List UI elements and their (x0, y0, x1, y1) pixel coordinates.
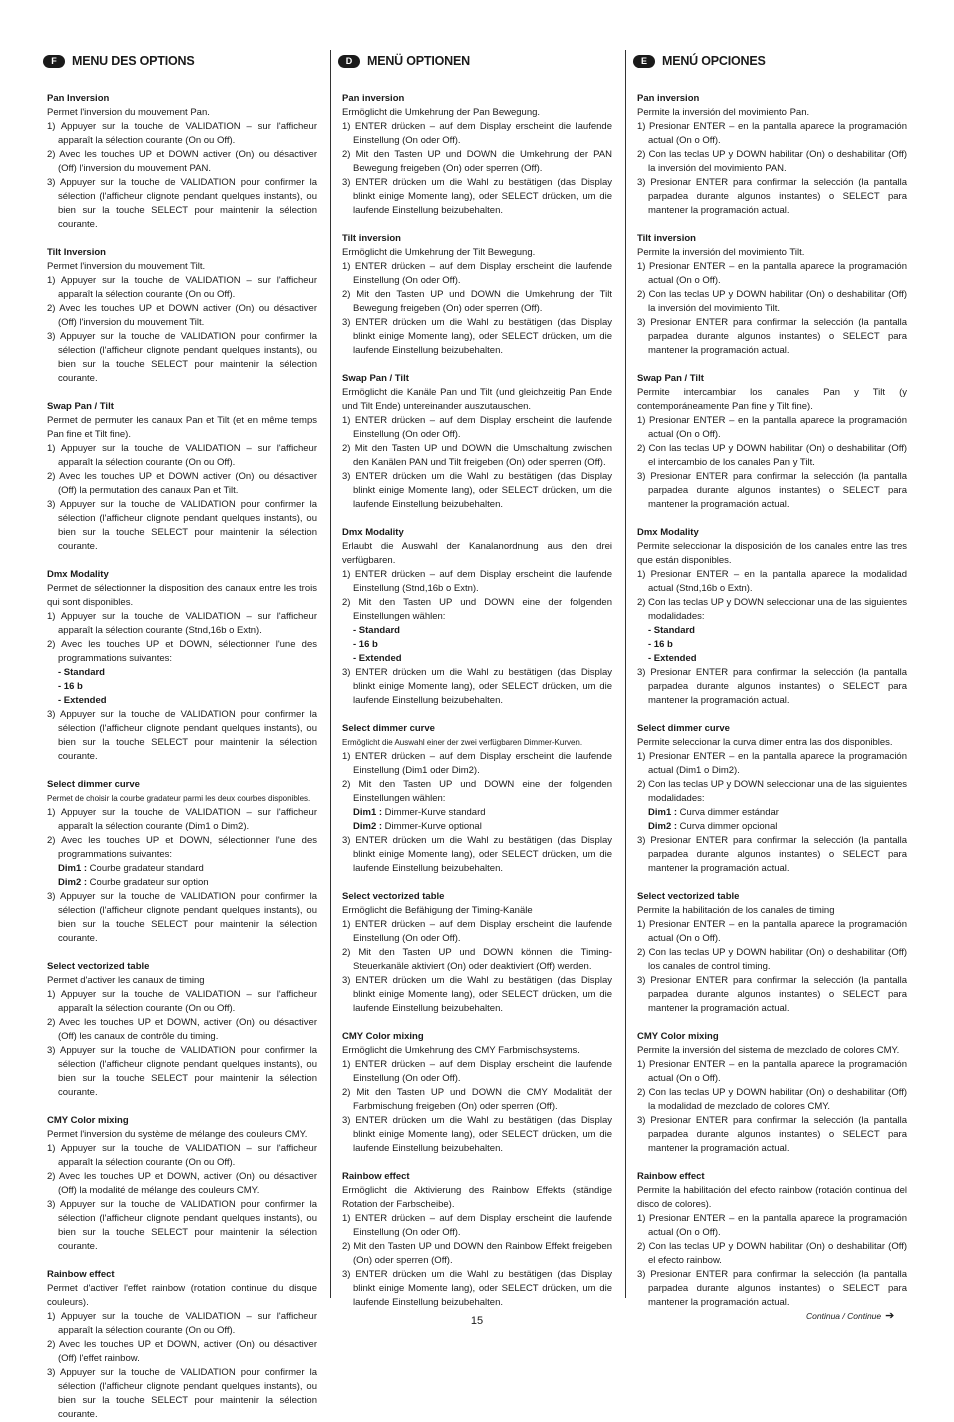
section-description: Permite la inversión del movimiento Tilt. (637, 247, 805, 258)
step-item: 1) Presionar ENTER – en la pantalla aparece la programación actual (On o Off). (637, 261, 907, 286)
step-item: 3) Presionar ENTER para confirmar la selección (la pantalla parpadea durante algunos instantes) o SELECT para mantener la programación actual. (637, 317, 907, 356)
option-item (637, 652, 907, 666)
option-key: - Standard (353, 625, 400, 636)
step-item: 1) ENTER drücken – auf dem Display erscheint die laufende Einstellung (On oder Off). (342, 1059, 612, 1084)
step-item: 2) Con las teclas UP y DOWN seleccionar una de las siguientes modalidades: (637, 779, 907, 804)
arrow-right-icon: ➔ (885, 1310, 895, 1322)
option-key: - Extended (58, 695, 107, 706)
language-badge: F (43, 55, 65, 68)
step-item: 3) Presionar ENTER para confirmar la selección (la pantalla parpadea durante algunos instantes) o SELECT para mantener la programación actual. (637, 835, 907, 874)
section-title: Tilt inversion (637, 233, 696, 244)
step-item: 2) Mit den Tasten UP und DOWN eine der folgenden Einstellungen wählen: (342, 597, 612, 622)
step-item: 2) Avec les touches UP et DOWN activer (On) ou désactiver (Off) l'inversion du mouvement Tilt. (47, 303, 317, 328)
step-item: 1) Appuyer sur la touche de VALIDATION – sur l'afficheur apparaît la sélection courante (On ou Off). (47, 1311, 317, 1336)
section-title: Pan inversion (637, 93, 700, 104)
option-item (342, 652, 612, 666)
option-section (637, 372, 907, 512)
section-title: Swap Pan / Tilt (637, 373, 704, 384)
section-description: Permite la habilitación del efecto rainbow (rotación continua del disco de colores). (637, 1185, 907, 1210)
option-section (47, 400, 317, 554)
step-item: 2) Mit den Tasten UP und DOWN können die Timing-Steuerkanäle aktiviert (On) oder deaktiviert (Off) werden. (342, 947, 612, 972)
step-item: 3) Presionar ENTER para confirmar la selección (la pantalla parpadea durante algunos instantes) o SELECT para mantener la programación actual. (637, 471, 907, 510)
section-title: CMY Color mixing (637, 1031, 719, 1042)
column-title: MENÜ OPTIONEN (367, 54, 470, 68)
section-description: Permet de choisir la courbe gradateur parmi les deux courbes disponibles. (47, 794, 311, 803)
section-description: Permite la inversión del movimiento Pan. (637, 107, 810, 118)
section-description: Ermöglicht die Befähigung der Timing-Kanäle (342, 905, 533, 916)
step-item: 3) ENTER drücken um die Wahl zu bestätigen (das Display blinkt einige Momente lang), oder SELECT drücken, um die laufende Einstellung beizubehalten. (342, 177, 612, 216)
option-key: Dim2 : (58, 877, 88, 888)
step-item: 3) Appuyer sur la touche de VALIDATION pour confirmer la sélection (l'afficheur clignote pendant quelques instants), ou bien sur la touche SELECT pour maintenir la sélection courante. (47, 1199, 317, 1252)
step-item: 3) ENTER drücken um die Wahl zu bestätigen (das Display blinkt einige Momente lang), oder SELECT drücken, um die laufende Einstellung beizubehalten. (342, 835, 612, 874)
section-description: Permet l'inversion du mouvement Pan. (47, 107, 210, 118)
step-item: 3) ENTER drücken um die Wahl zu bestätigen (das Display blinkt einige Momente lang), oder SELECT drücken, um die laufende Einstellung beizubehalten. (342, 471, 612, 510)
step-item: 3) Appuyer sur la touche de VALIDATION pour confirmer la sélection (l'afficheur clignote pendant quelques instants), ou bien sur la touche SELECT pour maintenir la sélection courante. (47, 1045, 317, 1098)
section-title: Select vectorized table (47, 961, 150, 972)
step-item: 1) ENTER drücken – auf dem Display erscheint die laufende Einstellung (On oder Off). (342, 919, 612, 944)
section-description: Permet de sélectionner la disposition des canaux entre les trois qui sont disponibles. (47, 583, 317, 608)
option-section (47, 1268, 317, 1422)
option-key: - Extended (353, 653, 402, 664)
step-item: 1) Appuyer sur la touche de VALIDATION – sur l'afficheur apparaît la sélection courante (On ou Off). (47, 1143, 317, 1168)
option-key: Dim2 : (353, 821, 383, 832)
column-header (338, 50, 612, 72)
step-item: 1) Presionar ENTER – en la pantalla aparece la modalidad actual (Stnd,16b o Extn). (637, 569, 907, 594)
step-item: 3) Presionar ENTER para confirmar la selección (la pantalla parpadea durante algunos instantes) o SELECT para mantener la programación actual. (637, 1269, 907, 1308)
step-item: 2) Con las teclas UP y DOWN habilitar (On) o deshabilitar (Off) el efecto rainbow. (637, 1241, 907, 1266)
column-divider (625, 50, 626, 1298)
step-item: 2) Mit den Tasten UP und DOWN die Umschaltung zwischen den Kanälen PAN und Tilt freigeben (On) oder sperren (Off). (342, 443, 612, 468)
column-german (342, 50, 612, 1310)
option-item (637, 820, 907, 834)
step-item: 3) ENTER drücken um die Wahl zu bestätigen (das Display blinkt einige Momente lang), oder SELECT drücken, um die laufende Einstellung beizubehalten. (342, 975, 612, 1014)
section-title: Select dimmer curve (342, 723, 435, 734)
step-item: 3) Appuyer sur la touche de VALIDATION pour confirmer la sélection (l'afficheur clignote pendant quelques instants), ou bien sur la touche SELECT pour maintenir la sélection courante. (47, 331, 317, 384)
option-value: Courbe gradateur standard (87, 863, 204, 874)
section-description: Permite la habilitación de los canales de timing (637, 905, 835, 916)
option-section (47, 92, 317, 232)
option-item (47, 666, 317, 680)
step-item: 1) Appuyer sur la touche de VALIDATION – sur l'afficheur apparaît la sélection courante (On ou Off). (47, 443, 317, 468)
option-value: Dimmer-Kurve optional (382, 821, 482, 832)
option-key: Dim1 : (58, 863, 88, 874)
section-description: Permite seleccionar la curva dimer entra las dos disponibles. (637, 737, 893, 748)
continue-label: Continua / Continue (806, 1310, 882, 1321)
section-title: Rainbow effect (342, 1171, 410, 1182)
option-section (47, 778, 317, 946)
step-item: 2) Con las teclas UP y DOWN habilitar (On) o deshabilitar (Off) la modalidad de mezclado de colores CMY. (637, 1087, 907, 1112)
section-description: Ermöglicht die Umkehrung der Pan Bewegung. (342, 107, 541, 118)
step-item: 3) ENTER drücken um die Wahl zu bestätigen (das Display blinkt einige Momente lang), oder SELECT drücken, um die laufende Einstellung beizubehalten. (342, 667, 612, 706)
step-item: 1) ENTER drücken – auf dem Display erscheint die laufende Einstellung (On oder Off). (342, 121, 612, 146)
step-item: 2) Con las teclas UP y DOWN habilitar (On) o deshabilitar (Off) el intercambio de los canales Pan y Tilt. (637, 443, 907, 468)
step-item: 3) Appuyer sur la touche de VALIDATION pour confirmer la sélection (l'afficheur clignote pendant quelques instants), ou bien sur la touche SELECT pour maintenir la sélection courante. (47, 891, 317, 944)
option-item (47, 680, 317, 694)
section-description: Ermöglicht die Kanäle Pan und Tilt (und gleichzeitig Pan Ende und Tilt Ende) untereinander auszutauschen. (342, 387, 612, 412)
step-item: 2) Avec les touches UP et DOWN activer (On) ou désactiver (Off) la permutation des canaux Pan et Tilt. (47, 471, 317, 496)
step-item: 1) Appuyer sur la touche de VALIDATION – sur l'afficheur apparaît la sélection courante (On ou Off). (47, 275, 317, 300)
section-description: Erlaubt die Auswahl der Kanalanordnung aus den drei verfügbaren. (342, 541, 612, 566)
step-item: 1) Presionar ENTER – en la pantalla aparece la programación actual (On o Off). (637, 415, 907, 440)
section-description: Ermöglicht die Umkehrung der Tilt Bewegung. (342, 247, 536, 258)
step-item: 1) Appuyer sur la touche de VALIDATION – sur l'afficheur apparaît la sélection courante (Dim1 o Dim2). (47, 807, 317, 832)
option-item (637, 638, 907, 652)
section-description: Permite intercambiar los canales Pan y Tilt (y contemporáneamente Pan fine y Tilt fine). (637, 387, 907, 412)
step-item: 3) ENTER drücken um die Wahl zu bestätigen (das Display blinkt einige Momente lang), oder SELECT drücken, um die laufende Einstellung beizubehalten. (342, 1115, 612, 1154)
column-header (43, 50, 317, 72)
section-title: Swap Pan / Tilt (342, 373, 409, 384)
step-item: 2) Avec les touches UP et DOWN, activer (On) ou désactiver (Off) l'effet rainbow. (47, 1339, 317, 1364)
step-item: 3) Appuyer sur la touche de VALIDATION pour confirmer la sélection (l'afficheur clignote pendant quelques instants), ou bien sur la touche SELECT pour maintenir la sélection courante. (47, 499, 317, 552)
step-item: 2) Mit den Tasten UP und DOWN die Umkehrung der PAN Bewegung freigeben (On) oder sperren (Off). (342, 149, 612, 174)
option-section (342, 232, 612, 358)
option-section (342, 1030, 612, 1156)
step-item: 1) Appuyer sur la touche de VALIDATION – sur l'afficheur apparaît la sélection courante (On ou Off). (47, 121, 317, 146)
option-section (342, 722, 612, 876)
step-item: 2) Con las teclas UP y DOWN habilitar (On) o deshabilitar (Off) la inversión del movimiento Tilt. (637, 289, 907, 314)
section-title: Dmx Modality (342, 527, 404, 538)
step-item: 3) Presionar ENTER para confirmar la selección (la pantalla parpadea durante algunos instantes) o SELECT para mantener la programación actual. (637, 667, 907, 706)
section-description: Permite seleccionar la disposición de los canales entre las tres que están disponibles. (637, 541, 907, 566)
section-title: Select vectorized table (342, 891, 445, 902)
option-section (47, 246, 317, 386)
step-item: 1) Presionar ENTER – en la pantalla aparece la programación actual (On o Off). (637, 1213, 907, 1238)
option-section (637, 92, 907, 218)
option-section (637, 232, 907, 358)
section-title: Tilt inversion (342, 233, 401, 244)
step-item: 2) Avec les touches UP et DOWN, activer (On) ou désactiver (Off) la modalité de mélange des couleurs CMY. (47, 1171, 317, 1196)
option-item (342, 624, 612, 638)
step-item: 2) Avec les touches UP et DOWN, activer (On) ou désactiver (Off) les canaux de contrôle du timing. (47, 1017, 317, 1042)
section-description: Ermöglicht die Auswahl einer der zwei verfügbaren Dimmer-Kurven. (342, 738, 583, 747)
option-section (47, 568, 317, 764)
step-item: 2) Con las teclas UP y DOWN seleccionar una de las siguientes modalidades: (637, 597, 907, 622)
language-badge: E (633, 55, 655, 68)
step-item: 1) ENTER drücken – auf dem Display erscheint die laufende Einstellung (On oder Off). (342, 415, 612, 440)
section-title: Dmx Modality (47, 569, 109, 580)
option-key: - Extended (648, 653, 697, 664)
section-description: Ermöglicht die Aktivierung des Rainbow Effekts (ständige Rotation der Farbscheibe). (342, 1185, 612, 1210)
step-item: 1) ENTER drücken – auf dem Display erscheint die laufende Einstellung (Dim1 oder Dim2). (342, 751, 612, 776)
option-section (637, 526, 907, 708)
step-item: 3) Appuyer sur la touche de VALIDATION pour confirmer la sélection (l'afficheur clignote pendant quelques instants), ou bien sur la touche SELECT pour maintenir la sélection courante. (47, 177, 317, 230)
option-key: - Standard (648, 625, 695, 636)
section-title: Tilt Inversion (47, 247, 106, 258)
option-value: Courbe gradateur sur option (87, 877, 209, 888)
section-title: Pan Inversion (47, 93, 110, 104)
step-item: 2) Avec les touches UP et DOWN, sélectionner l'une des programmations suivantes: (47, 639, 317, 664)
step-item: 2) Mit den Tasten UP und DOWN die Umkehrung der Tilt Bewegung freigeben (On) oder sperren (Off). (342, 289, 612, 314)
step-item: 1) ENTER drücken – auf dem Display erscheint die laufende Einstellung (Stnd,16b o Extn). (342, 569, 612, 594)
option-key: Dim1 : (648, 807, 678, 818)
column-divider (330, 50, 331, 1298)
column-title: MENU DES OPTIONS (72, 54, 195, 68)
section-title: Pan inversion (342, 93, 405, 104)
step-item: 1) Presionar ENTER – en la pantalla aparece la programación actual (Dim1 o Dim2). (637, 751, 907, 776)
option-item (342, 820, 612, 834)
step-item: 2) Avec les touches UP et DOWN, sélectionner l'une des programmations suivantes: (47, 835, 317, 860)
step-item: 1) ENTER drücken – auf dem Display erscheint die laufende Einstellung (On oder Off). (342, 1213, 612, 1238)
step-item: 2) Con las teclas UP y DOWN habilitar (On) o deshabilitar (Off) la inversión del movimiento PAN. (637, 149, 907, 174)
page-number: 15 (470, 1315, 484, 1327)
section-title: Select dimmer curve (637, 723, 730, 734)
section-title: Swap Pan / Tilt (47, 401, 114, 412)
step-item: 1) ENTER drücken – auf dem Display erscheint die laufende Einstellung (On oder Off). (342, 261, 612, 286)
option-item (47, 876, 317, 890)
option-key: - Standard (58, 667, 105, 678)
section-title: Select vectorized table (637, 891, 740, 902)
step-item: 1) Appuyer sur la touche de VALIDATION – sur l'afficheur apparaît la sélection courante (Stnd,16b o Extn). (47, 611, 317, 636)
section-title: Select dimmer curve (47, 779, 140, 790)
option-key: - 16 b (648, 639, 673, 650)
column-spanish (637, 50, 907, 1310)
option-value: Curva dimmer estándar (677, 807, 779, 818)
step-item: 3) Presionar ENTER para confirmar la selección (la pantalla parpadea durante algunos instantes) o SELECT para mantener la programación actual. (637, 177, 907, 216)
step-item: 3) ENTER drücken um die Wahl zu bestätigen (das Display blinkt einige Momente lang), oder SELECT drücken, um die laufende Einstellung beizubehalten. (342, 1269, 612, 1308)
section-title: CMY Color mixing (342, 1031, 424, 1042)
option-section (637, 722, 907, 876)
option-section (342, 372, 612, 512)
step-item: 3) Presionar ENTER para confirmar la selección (la pantalla parpadea durante algunos instantes) o SELECT para mantener la programación actual. (637, 1115, 907, 1154)
section-description: Permet l'inversion du mouvement Tilt. (47, 261, 206, 272)
section-title: Dmx Modality (637, 527, 699, 538)
step-item: 3) ENTER drücken um die Wahl zu bestätigen (das Display blinkt einige Momente lang), oder SELECT drücken, um die laufende Einstellung beizubehalten. (342, 317, 612, 356)
option-section (47, 960, 317, 1100)
option-section (637, 1030, 907, 1156)
option-item (47, 694, 317, 708)
option-value: Curva dimmer opcional (677, 821, 778, 832)
option-section (342, 92, 612, 218)
language-badge: D (338, 55, 360, 68)
option-section (47, 1114, 317, 1254)
step-item: 1) Presionar ENTER – en la pantalla aparece la programación actual (On o Off). (637, 919, 907, 944)
step-item: 2) Mit den Tasten UP und DOWN den Rainbow Effekt freigeben (On) oder sperren (Off). (342, 1241, 612, 1266)
option-key: Dim1 : (353, 807, 383, 818)
option-key: Dim2 : (648, 821, 678, 832)
step-item: 1) Presionar ENTER – en la pantalla aparece la programación actual (On o Off). (637, 1059, 907, 1084)
section-description: Permet de permuter les canaux Pan et Tilt (et en même temps Pan fine et Tilt fine). (47, 415, 317, 440)
column-title: MENÚ OPCIONES (662, 54, 766, 68)
column-header (633, 50, 907, 72)
section-title: Rainbow effect (47, 1269, 115, 1280)
option-item (637, 806, 907, 820)
column-french (47, 50, 317, 1422)
option-section (342, 1170, 612, 1310)
option-section (342, 890, 612, 1016)
option-item (342, 638, 612, 652)
step-item: 2) Con las teclas UP y DOWN habilitar (On) o deshabilitar (Off) los canales de control timing. (637, 947, 907, 972)
step-item: 1) Presionar ENTER – en la pantalla aparece la programación actual (On o Off). (637, 121, 907, 146)
section-description: Permet d'activer l'effet rainbow (rotation continue du disque couleurs). (47, 1283, 317, 1308)
step-item: 1) Appuyer sur la touche de VALIDATION – sur l'afficheur apparaît la sélection courante (On ou Off). (47, 989, 317, 1014)
step-item: 3) Appuyer sur la touche de VALIDATION pour confirmer la sélection (l'afficheur clignote pendant quelques instants), ou bien sur la touche SELECT pour maintenir la sélection courante. (47, 709, 317, 762)
step-item: 3) Appuyer sur la touche de VALIDATION pour confirmer la sélection (l'afficheur clignote pendant quelques instants), ou bien sur la touche SELECT pour maintenir la sélection courante. (47, 1367, 317, 1420)
option-key: - 16 b (58, 681, 83, 692)
step-item: 2) Avec les touches UP et DOWN activer (On) ou désactiver (Off) l'inversion du mouvement PAN. (47, 149, 317, 174)
section-title: Rainbow effect (637, 1171, 705, 1182)
section-description: Permite la inversión del sistema de mezclado de colores CMY. (637, 1045, 900, 1056)
section-description: Permet d'activer les canaux de timing (47, 975, 205, 986)
option-item (342, 806, 612, 820)
continue-note (806, 1309, 894, 1322)
option-section (637, 890, 907, 1016)
option-section (342, 526, 612, 708)
option-item (637, 624, 907, 638)
option-item (47, 862, 317, 876)
option-value: Dimmer-Kurve standard (382, 807, 486, 818)
step-item: 2) Mit den Tasten UP und DOWN die CMY Modalität der Farbmischung freigeben (On) oder sperren (Off). (342, 1087, 612, 1112)
step-item: 2) Mit den Tasten UP und DOWN eine der folgenden Einstellungen wählen: (342, 779, 612, 804)
option-section (637, 1170, 907, 1310)
section-description: Ermöglicht die Umkehrung des CMY Farbmischsystems. (342, 1045, 580, 1056)
step-item: 3) Presionar ENTER para confirmar la selección (la pantalla parpadea durante algunos instantes) o SELECT para mantener la programación actual. (637, 975, 907, 1014)
section-title: CMY Color mixing (47, 1115, 129, 1126)
option-key: - 16 b (353, 639, 378, 650)
section-description: Permet l'inversion du système de mélange des couleurs CMY. (47, 1129, 308, 1140)
